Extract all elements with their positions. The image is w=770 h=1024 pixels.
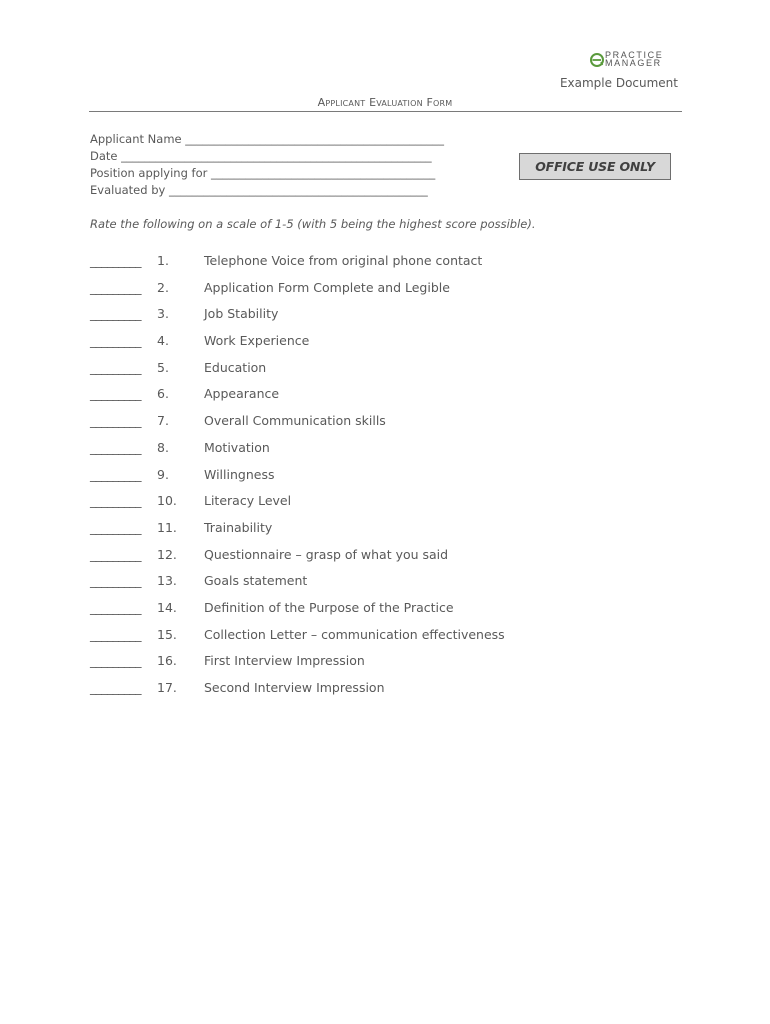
rating-instruction: Rate the following on a scale of 1-5 (with 5 being the highest score possible). xyxy=(90,217,536,231)
score-blank[interactable]: _________ xyxy=(90,359,141,375)
item-number: 12. xyxy=(157,546,177,562)
item-label: Trainability xyxy=(204,519,273,535)
score-blank[interactable]: _________ xyxy=(90,680,141,695)
item-number: 4. xyxy=(157,333,169,349)
item-label: Willingness xyxy=(204,466,275,482)
score-blank[interactable]: _________ xyxy=(90,519,141,535)
item-number: 9. xyxy=(157,466,169,482)
item-number: 5. xyxy=(157,359,169,375)
score-blank[interactable]: _________ xyxy=(90,253,141,268)
score-blank[interactable]: _________ xyxy=(90,386,141,402)
item-label: Telephone Voice from original phone contact xyxy=(204,253,483,268)
applicant-info-fields xyxy=(90,131,444,199)
score-blank[interactable]: _________ xyxy=(90,546,141,562)
item-label: Questionnaire – grasp of what you said xyxy=(204,546,449,562)
field-line: _____________________________________________ xyxy=(168,183,428,197)
date-field[interactable] xyxy=(90,148,444,165)
logo-line-1: PRACTICE xyxy=(605,50,664,60)
title-divider xyxy=(89,111,682,112)
item-number: 2. xyxy=(157,279,169,295)
example-document-label: Example Document xyxy=(559,76,678,90)
logo-e-icon xyxy=(590,53,604,67)
position-field[interactable] xyxy=(90,165,444,182)
item-label: Motivation xyxy=(204,439,270,455)
practice-manager-logo xyxy=(590,51,672,71)
field-label: Date xyxy=(90,149,118,163)
item-label: Literacy Level xyxy=(204,493,292,509)
score-blank[interactable]: _________ xyxy=(90,493,141,509)
item-number: 10. xyxy=(157,493,177,509)
logo-wordmark xyxy=(605,51,663,67)
item-label: Collection Letter – communication effectiveness xyxy=(204,626,505,642)
field-line: _____________________________________________ xyxy=(185,132,445,146)
score-blank[interactable]: _________ xyxy=(90,626,141,642)
item-number: 16. xyxy=(157,653,177,669)
item-number: 7. xyxy=(157,413,169,429)
item-number: 17. xyxy=(157,680,177,695)
item-label: Application Form Complete and Legible xyxy=(204,279,450,295)
evaluated-by-field[interactable] xyxy=(90,182,444,199)
item-label: Overall Communication skills xyxy=(204,413,386,429)
item-label: Work Experience xyxy=(204,333,310,349)
score-blank[interactable]: _________ xyxy=(90,279,141,295)
field-label: Position applying for xyxy=(90,166,208,180)
item-label: First Interview Impression xyxy=(204,653,365,669)
score-blank[interactable]: _________ xyxy=(90,466,141,482)
field-label: Evaluated by xyxy=(90,183,166,197)
logo-line-2: MANAGER xyxy=(605,58,662,68)
score-blank[interactable]: _________ xyxy=(90,653,141,669)
item-label: Definition of the Purpose of the Practice xyxy=(204,599,454,615)
item-number: 14. xyxy=(157,599,177,615)
score-blank[interactable]: _________ xyxy=(90,413,141,429)
form-title: Applicant Evaluation Form xyxy=(317,96,453,109)
item-number: 8. xyxy=(157,439,169,455)
field-label: Applicant Name xyxy=(90,132,182,146)
applicant-name-field[interactable] xyxy=(90,131,444,148)
item-number: 11. xyxy=(157,519,177,535)
item-label: Goals statement xyxy=(204,573,308,589)
field-line: ______________________________________________________ xyxy=(121,149,432,163)
score-blank[interactable]: _________ xyxy=(90,439,141,455)
score-blank[interactable]: _________ xyxy=(90,599,141,615)
item-label: Second Interview Impression xyxy=(204,680,385,695)
score-blank[interactable]: _________ xyxy=(90,306,141,322)
field-line: _______________________________________ xyxy=(211,166,436,180)
item-label: Appearance xyxy=(204,386,280,402)
score-blank[interactable]: _________ xyxy=(90,573,141,589)
item-number: 1. xyxy=(157,253,169,268)
item-number: 6. xyxy=(157,386,169,402)
item-label: Job Stability xyxy=(204,306,279,322)
item-number: 13. xyxy=(157,573,177,589)
office-use-only-box: OFFICE USE ONLY xyxy=(519,153,671,180)
item-number: 3. xyxy=(157,306,169,322)
item-number: 15. xyxy=(157,626,177,642)
score-blank[interactable]: _________ xyxy=(90,333,141,349)
item-label: Education xyxy=(204,359,267,375)
